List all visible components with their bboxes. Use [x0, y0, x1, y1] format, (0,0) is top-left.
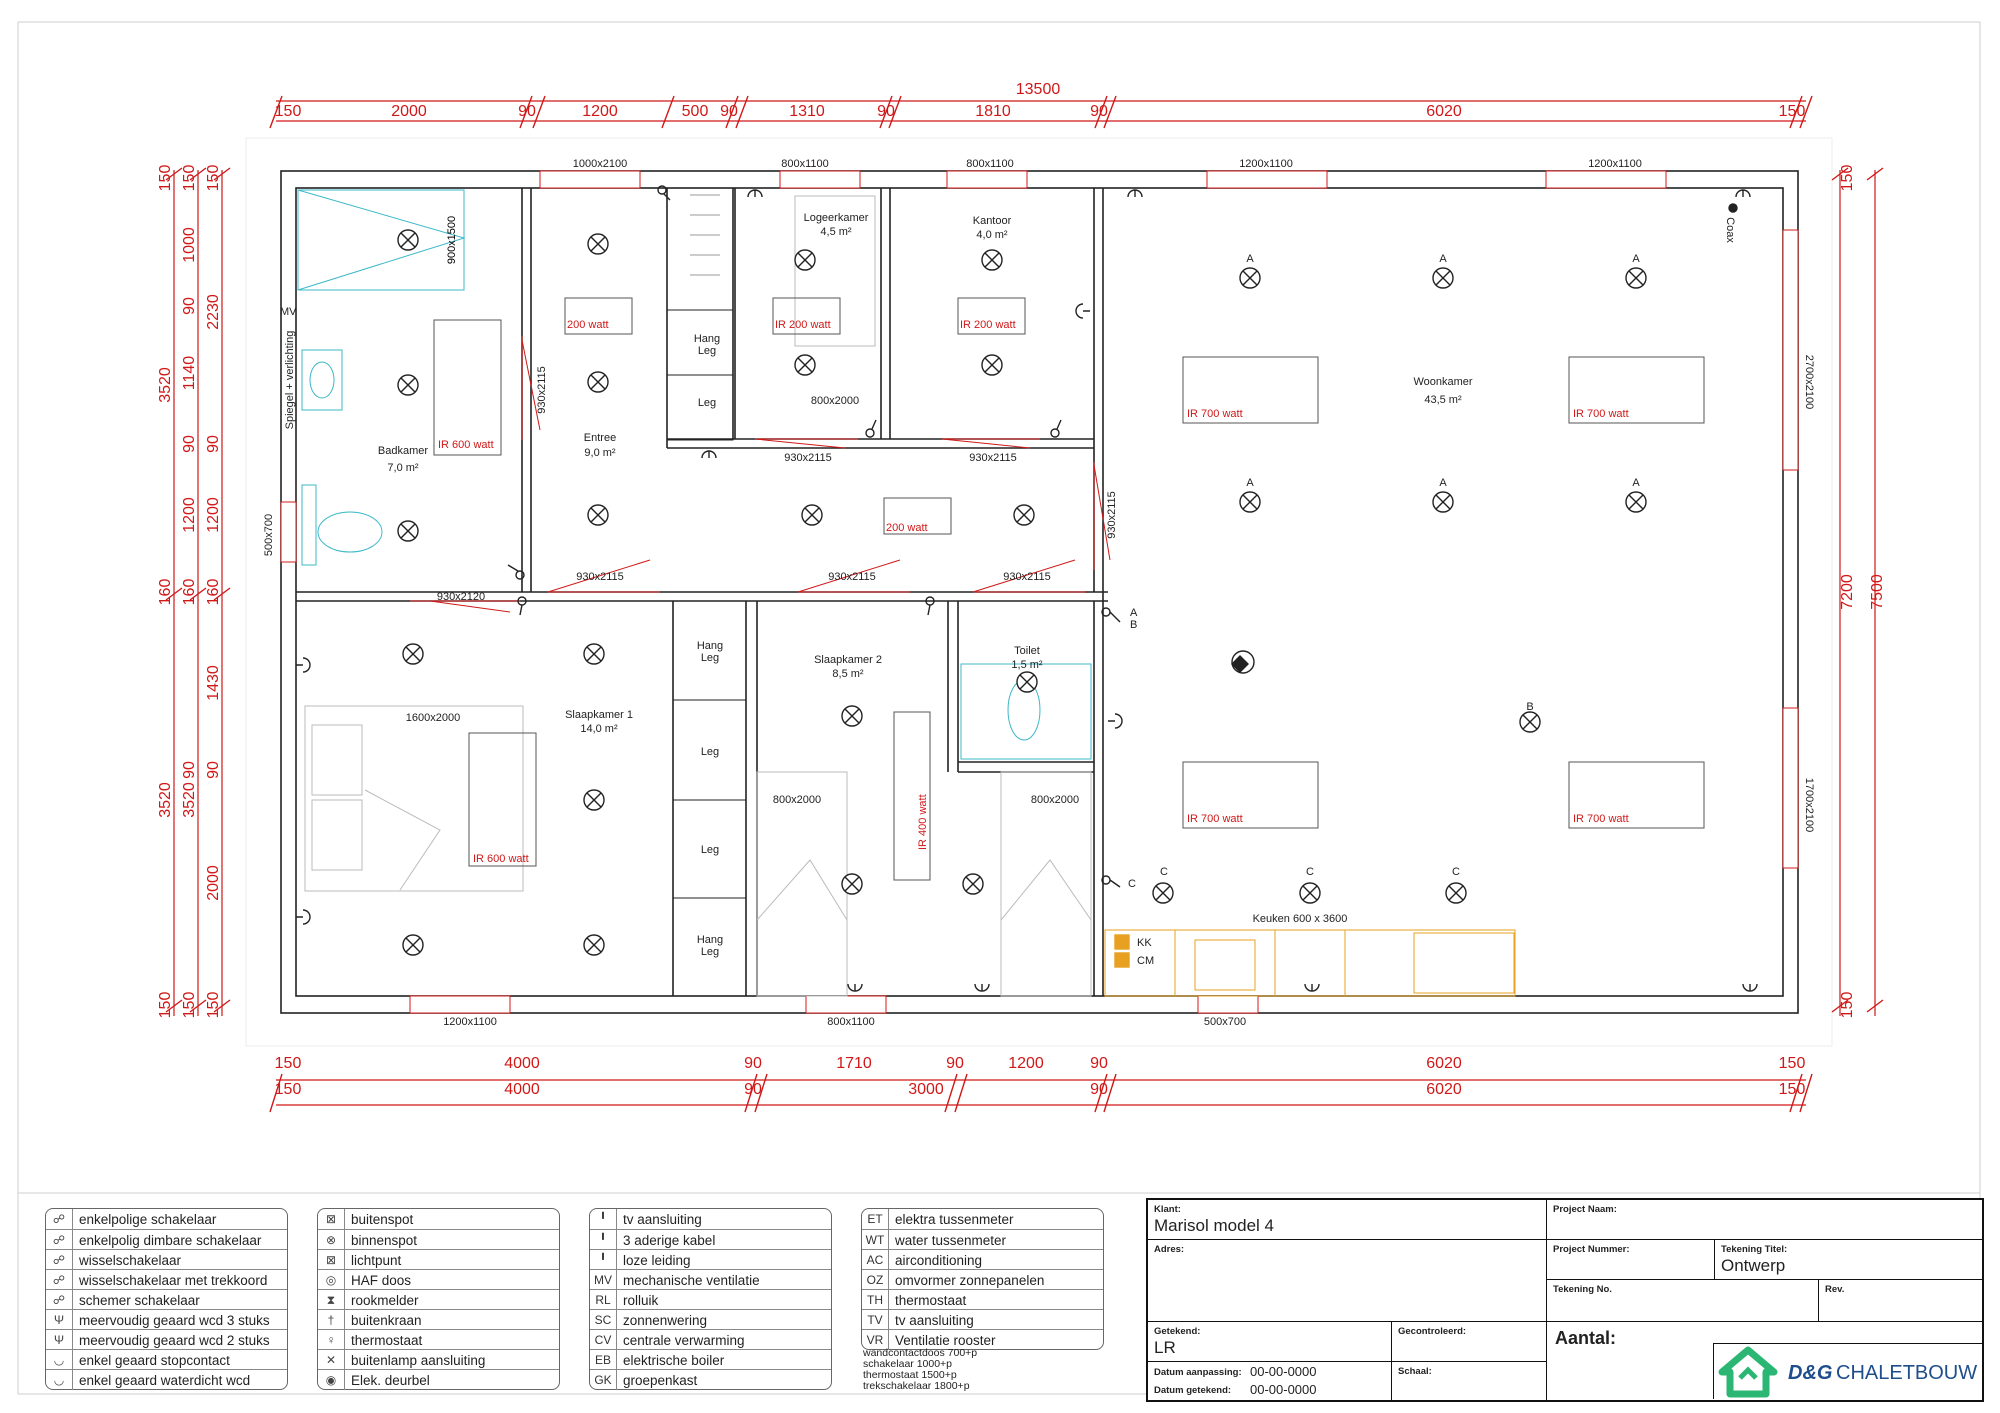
- smoke-detector-icon: ⧗: [318, 1290, 345, 1310]
- light-point-icon: [398, 375, 418, 395]
- indoor-spot-icon: ⊗: [318, 1230, 345, 1250]
- dim-top: 90: [720, 103, 738, 120]
- light-point-icon: [1520, 712, 1540, 732]
- dim-left-inner: 150: [205, 991, 222, 1019]
- legend-item: ╹ tv aansluiting: [590, 1209, 831, 1229]
- legend-item: TH thermostaat: [862, 1289, 1103, 1310]
- dimmer-switch-icon: ☍: [46, 1230, 73, 1250]
- tb-project-naam: Project Naam:: [1547, 1200, 1982, 1240]
- circuit-label: A: [1439, 477, 1447, 489]
- bed-size: 800x2000: [1030, 794, 1080, 806]
- dim-bottom-1: 150: [1778, 1055, 1806, 1072]
- window-label: 1200x1100: [443, 1016, 497, 1028]
- heater-label: IR 600 watt: [438, 439, 494, 451]
- dim-top: 90: [1090, 103, 1108, 120]
- dim-left-inner: 1430: [205, 665, 222, 701]
- light-point-icon: [1626, 492, 1646, 512]
- dim-top: 1810: [975, 103, 1011, 120]
- heater-label: IR 700 watt: [1573, 813, 1629, 825]
- dim-bottom-1: 4000: [504, 1055, 540, 1072]
- legend-item: ◡ enkel geaard waterdicht wcd: [46, 1369, 287, 1390]
- legend-item: ☍ wisselschakelaar met trekkoord: [46, 1269, 287, 1290]
- dim-left-outer: 150: [157, 164, 174, 192]
- dim-left-mid: 150: [181, 991, 198, 1019]
- dim-left-inner: 150: [205, 164, 222, 192]
- circuit-label: A: [1246, 253, 1254, 265]
- heater-label: 200 watt: [567, 319, 609, 331]
- light-point-icon: [1240, 492, 1260, 512]
- light-point-icon: [842, 706, 862, 726]
- dim-left-mid: 1200: [181, 497, 198, 533]
- light-point-icon: [1017, 672, 1037, 692]
- dim-left-mid: 90: [181, 297, 198, 315]
- legend-lighting: [317, 1208, 560, 1390]
- light-point-icon: [584, 790, 604, 810]
- heater-label: IR 700 watt: [1187, 813, 1243, 825]
- legend-item: ◡ enkel geaard stopcontact: [46, 1349, 287, 1370]
- kitchen-cm-label: CM: [1137, 955, 1155, 967]
- window-label: 500x700: [1203, 1016, 1247, 1028]
- dim-right-top: 150: [1839, 164, 1856, 192]
- window-label: 800x1100: [781, 158, 829, 170]
- kitchen-label: Keuken 600 x 3600: [1252, 913, 1348, 925]
- brand-name: CHALETBOUW: [1836, 1362, 1978, 1384]
- door-label: 930x2115: [969, 452, 1017, 464]
- heater-label: IR 600 watt: [473, 853, 529, 865]
- window-label: 1000x2100: [572, 158, 628, 170]
- circuit-label: B: [1130, 619, 1138, 631]
- legend-item: TV tv aansluiting: [862, 1309, 1103, 1330]
- light-point-icon: [1240, 268, 1260, 288]
- tb-rev: Rev.: [1819, 1280, 1982, 1322]
- thermostat-icon: ♀: [318, 1330, 345, 1350]
- dim-left-mid: 1140: [181, 355, 198, 391]
- light-point-icon: [1153, 883, 1173, 903]
- dim-bottom-2: 3000: [908, 1081, 944, 1098]
- client-name: Marisol model 4: [1154, 1216, 1274, 1235]
- light-point-icon: [1433, 492, 1453, 512]
- dim-left-mid: 3520: [181, 782, 198, 818]
- legend-item: † buitenkraan: [318, 1309, 559, 1330]
- dim-bottom-1: 6020: [1426, 1055, 1462, 1072]
- dim-overall-height-left: 7200: [1839, 574, 1856, 610]
- room-area: 8,5 m²: [832, 668, 864, 680]
- dim-left-inner: 2230: [205, 294, 222, 330]
- dim-left-outer: 3520: [157, 782, 174, 818]
- legend-item: EB elektrische boiler: [590, 1349, 831, 1370]
- mounting-height: thermostaat 1500+p: [863, 1369, 957, 1381]
- dim-bottom-1: 1710: [836, 1055, 872, 1072]
- legend-item: ☍ wisselschakelaar: [46, 1249, 287, 1270]
- mirror-label: Spiegel + verlichting: [284, 330, 296, 430]
- wardrobe-label: Leg: [700, 652, 720, 664]
- light-point-icon: [398, 521, 418, 541]
- door-label: 930x2120: [436, 591, 486, 603]
- tb-tekening-titel: Tekening Titel: Ontwerp: [1715, 1240, 1982, 1280]
- light-point-icon: [1433, 268, 1453, 288]
- tb-gecontroleerd: Gecontroleerd:: [1392, 1322, 1547, 1362]
- dim-bottom-2: 90: [744, 1081, 762, 1098]
- room-name: Entree: [583, 432, 617, 444]
- wardrobe-label: Leg: [697, 345, 717, 357]
- door-label: 930x2115: [576, 571, 624, 583]
- legend-installations: [589, 1208, 832, 1390]
- tv-connection-icon: ╹: [590, 1209, 617, 1229]
- single-socket-icon: ◡: [46, 1350, 73, 1370]
- house-logo-icon: [1718, 1346, 1778, 1398]
- dim-bottom-2: 150: [1778, 1081, 1806, 1098]
- light-point-icon: ⊠: [318, 1250, 345, 1270]
- dimension-lines: [166, 96, 1883, 1112]
- room-area: 4,5 m²: [820, 226, 852, 238]
- legend-item: VR Ventilatie rooster: [862, 1329, 1103, 1350]
- circuit-label: C: [1306, 866, 1314, 878]
- room-name: Kantoor: [972, 215, 1012, 227]
- room-name: Slaapkamer 2: [814, 654, 882, 666]
- legend-item: ♀ thermostaat: [318, 1329, 559, 1350]
- mounting-heights: [863, 1348, 977, 1392]
- dim-top: 1200: [582, 103, 618, 120]
- date-drawn: 00-00-0000: [1250, 1382, 1317, 1397]
- heaters: [434, 298, 1704, 880]
- dim-top: 500: [681, 103, 709, 120]
- legend-item: ☍ enkelpolige schakelaar: [46, 1209, 287, 1229]
- window-label: 500x700: [263, 513, 275, 557]
- window-label: 1200x1100: [1239, 158, 1293, 170]
- legend-item: ✕ buitenlamp aansluiting: [318, 1349, 559, 1370]
- light-point-icon: [982, 250, 1002, 270]
- dim-top: 90: [877, 103, 895, 120]
- bed-size: 800x2000: [772, 794, 822, 806]
- circuit-label: A: [1130, 607, 1138, 619]
- room-area: 9,0 m²: [584, 447, 616, 459]
- tb-getekend: Getekend: LR: [1148, 1322, 1392, 1362]
- light-point-icon: [795, 355, 815, 375]
- heater-label: 200 watt: [886, 522, 928, 534]
- dim-left-inner: 2000: [205, 865, 222, 901]
- light-point-icon: [584, 644, 604, 664]
- dim-bottom-2: 150: [274, 1081, 302, 1098]
- sheet-border: [18, 22, 1980, 1394]
- tb-datum: Datum aanpassing: 00-00-0000 Datum getekend: 00-00-0000: [1148, 1362, 1392, 1400]
- heater-label: IR 200 watt: [775, 319, 831, 331]
- mounting-height: trekschakelaar 1800+p: [863, 1380, 970, 1392]
- heater-label: IR 700 watt: [1573, 408, 1629, 420]
- tb-tekening-no: Tekening No.: [1547, 1280, 1819, 1322]
- light-point-icon: [1014, 505, 1034, 525]
- dim-bottom-1: 90: [744, 1055, 762, 1072]
- dim-bottom-2: 6020: [1426, 1081, 1462, 1098]
- single-pole-switch-icon: ☍: [46, 1209, 73, 1229]
- outdoor-lamp-icon: ✕: [318, 1350, 345, 1370]
- dim-overall-width: 13500: [1015, 81, 1061, 98]
- wardrobes: [667, 195, 746, 996]
- legend-item: WT water tussenmeter: [862, 1229, 1103, 1250]
- room-name: Woonkamer: [1413, 376, 1473, 388]
- changeover-switch-icon: ☍: [46, 1250, 73, 1270]
- triple-socket-icon: Ψ: [46, 1310, 73, 1330]
- light-point-icon: [403, 935, 423, 955]
- dim-bottom-2: 4000: [504, 1081, 540, 1098]
- legend-item: AC airconditioning: [862, 1249, 1103, 1270]
- circuit-label: C: [1452, 866, 1460, 878]
- double-socket-icon: Ψ: [46, 1330, 73, 1350]
- door-label: 930x2115: [1003, 571, 1051, 583]
- circuit-label: B: [1526, 701, 1534, 713]
- dim-bottom-1: 1200: [1008, 1055, 1044, 1072]
- room-name: Badkamer: [377, 445, 429, 457]
- window-label: 800x1100: [827, 1016, 875, 1028]
- heater-label: IR 700 watt: [1187, 408, 1243, 420]
- legend-item: ⊠ lichtpunt: [318, 1249, 559, 1270]
- waterproof-socket-icon: ◡: [46, 1370, 73, 1390]
- dim-bottom-1: 90: [1090, 1055, 1108, 1072]
- light-point-icon: [588, 234, 608, 254]
- furniture: [305, 196, 1515, 996]
- circuit-label: A: [1246, 477, 1254, 489]
- light-point-icon: [802, 505, 822, 525]
- legend-item: ╹ loze leiding: [590, 1249, 831, 1270]
- tb-project-nummer: Project Nummer:: [1547, 1240, 1715, 1280]
- bed-size: 1600x2000: [405, 712, 461, 724]
- circuit-label: C: [1128, 878, 1136, 890]
- light-point-icon: [963, 874, 983, 894]
- three-core-cable-icon: ╹: [590, 1230, 617, 1250]
- dim-top: 6020: [1426, 103, 1462, 120]
- dim-top: 1310: [789, 103, 825, 120]
- room-area: 43,5 m²: [1424, 394, 1462, 406]
- room-name: Toilet: [1014, 645, 1040, 657]
- heater-label: IR 200 watt: [960, 319, 1016, 331]
- light-point-icon: [398, 230, 418, 250]
- window-label: 1700x2100: [1803, 777, 1815, 833]
- dim-bottom-2: 90: [1090, 1081, 1108, 1098]
- date-modified: 00-00-0000: [1250, 1364, 1317, 1379]
- legend-item: ⊠ buitenspot: [318, 1209, 559, 1229]
- legend-item: ◉ Elek. deurbel: [318, 1369, 559, 1390]
- light-point-icon: [588, 372, 608, 392]
- legend-item: ET elektra tussenmeter: [862, 1209, 1103, 1229]
- dim-top: 150: [1778, 103, 1806, 120]
- drawn-by: LR: [1154, 1338, 1176, 1357]
- legend-item: ☍ schemer schakelaar: [46, 1289, 287, 1310]
- room-name: Slaapkamer 1: [565, 709, 633, 721]
- light-point-icon: [795, 250, 815, 270]
- legend-item: ╹ 3 aderige kabel: [590, 1229, 831, 1250]
- bed-size: 800x2000: [810, 395, 860, 407]
- dim-left-outer: 160: [157, 578, 174, 606]
- light-point-icon: [1626, 268, 1646, 288]
- shower-size: 900x1500: [446, 215, 458, 265]
- door-label: 930x2115: [828, 571, 876, 583]
- wardrobe-label: Hang: [693, 333, 721, 345]
- light-point-icon: [842, 874, 862, 894]
- room-area: 1,5 m²: [1011, 659, 1043, 671]
- legend-item: Ψ meervoudig geaard wcd 3 stuks: [46, 1309, 287, 1330]
- ventilation-label: MV: [280, 306, 297, 318]
- circuit-label: A: [1632, 253, 1640, 265]
- light-point-icon: [584, 935, 604, 955]
- legend-item: OZ omvormer zonnepanelen: [862, 1269, 1103, 1290]
- kitchen-kk-label: KK: [1137, 937, 1152, 949]
- wardrobe-label: Leg: [700, 946, 720, 958]
- legend-item: ◎ HAF doos: [318, 1269, 559, 1290]
- wardrobe-label: Leg: [700, 844, 720, 856]
- door-label: 930x2115: [784, 452, 832, 464]
- dim-left-mid: 160: [181, 578, 198, 606]
- dim-left-inner: 1200: [205, 497, 222, 533]
- mounting-height: schakelaar 1000+p: [863, 1358, 953, 1370]
- room-name: Logeerkamer: [803, 212, 869, 224]
- dim-left-mid: 90: [181, 435, 198, 453]
- legend-item: RL rolluik: [590, 1289, 831, 1310]
- light-point-icon: [1300, 883, 1320, 903]
- light-point-icon: [982, 355, 1002, 375]
- dim-top: 2000: [391, 103, 427, 120]
- legend-item: SC zonnenwering: [590, 1309, 831, 1330]
- legend-item: ☍ enkelpolig dimbare schakelaar: [46, 1229, 287, 1250]
- company-logo: [1713, 1343, 1982, 1399]
- switch-symbols: [296, 186, 1757, 991]
- haf-box-icon: ◎: [318, 1270, 345, 1290]
- room-area: 7,0 m²: [387, 462, 419, 474]
- tb-adres: Adres:: [1148, 1240, 1547, 1322]
- dim-overall-height-right: 7500: [1869, 574, 1886, 610]
- dim-left-mid: 90: [181, 761, 198, 779]
- light-point-icon: [403, 644, 423, 664]
- window-label: 1200x1100: [1588, 158, 1642, 170]
- empty-conduit-icon: ╹: [590, 1250, 617, 1270]
- wardrobe-label: Leg: [700, 746, 720, 758]
- dim-left-inner: 90: [205, 435, 222, 453]
- dim-left-mid: 150: [181, 164, 198, 192]
- legend-meters: [861, 1208, 1104, 1350]
- circuit-label: A: [1439, 253, 1447, 265]
- tb-schaal: Schaal:: [1392, 1362, 1547, 1400]
- window-label: 800x1100: [966, 158, 1014, 170]
- dim-top: 150: [274, 103, 302, 120]
- door-label: 930x2115: [536, 366, 548, 414]
- room-area: 4,0 m²: [976, 229, 1008, 241]
- legend-item: ⧗ rookmelder: [318, 1289, 559, 1310]
- doorbell-icon: ◉: [318, 1370, 345, 1390]
- door-label: 930x2115: [1106, 491, 1118, 539]
- legend-switches: [45, 1208, 288, 1390]
- wardrobe-label: Leg: [697, 397, 717, 409]
- title-block: [1146, 1198, 1984, 1402]
- mounting-height: wandcontactdoos 700+p: [863, 1347, 978, 1359]
- tick-marks: [166, 96, 1883, 1112]
- pull-cord-switch-icon: ☍: [46, 1270, 73, 1290]
- light-point-icon: [1446, 883, 1466, 903]
- dim-left-outer: 150: [157, 991, 174, 1019]
- legend-item: CV centrale verwarming: [590, 1329, 831, 1350]
- circuit-label: A: [1632, 477, 1640, 489]
- tb-klant: Klant: Marisol model 4: [1148, 1200, 1547, 1240]
- legend-item: GK groepenkast: [590, 1369, 831, 1390]
- window-label: 2700x2100: [1803, 354, 1815, 410]
- dim-left-mid: 1000: [181, 227, 198, 263]
- drawing-title: Ontwerp: [1721, 1256, 1786, 1275]
- wardrobe-label: Hang: [696, 934, 724, 946]
- circuit-label: C: [1160, 866, 1168, 878]
- bathroom-fixtures: [298, 190, 464, 565]
- heater-label: IR 400 watt: [917, 794, 929, 850]
- legend-item: ⊗ binnenspot: [318, 1229, 559, 1250]
- legend-item: Ψ meervoudig geaard wcd 2 stuks: [46, 1329, 287, 1350]
- dim-left-inner: 90: [205, 761, 222, 779]
- dim-top: 90: [518, 103, 536, 120]
- outdoor-spot-icon: ⊠: [318, 1209, 345, 1229]
- dim-left-outer: 3520: [157, 367, 174, 403]
- legend-item: MV mechanische ventilatie: [590, 1269, 831, 1290]
- coax-label: Coax: [1724, 217, 1736, 243]
- dim-right-bottom: 150: [1839, 991, 1856, 1019]
- aantal-label: Aantal:: [1555, 1328, 1617, 1348]
- dim-bottom-1: 150: [274, 1055, 302, 1072]
- light-point-icon: [588, 505, 608, 525]
- dim-left-inner: 160: [205, 578, 222, 606]
- brand-prefix: D&G: [1788, 1362, 1833, 1384]
- double-switch-icon: ☍: [46, 1290, 73, 1310]
- dim-bottom-1: 90: [946, 1055, 964, 1072]
- room-area: 14,0 m²: [580, 723, 618, 735]
- outdoor-tap-icon: †: [318, 1310, 345, 1330]
- wardrobe-label: Hang: [696, 640, 724, 652]
